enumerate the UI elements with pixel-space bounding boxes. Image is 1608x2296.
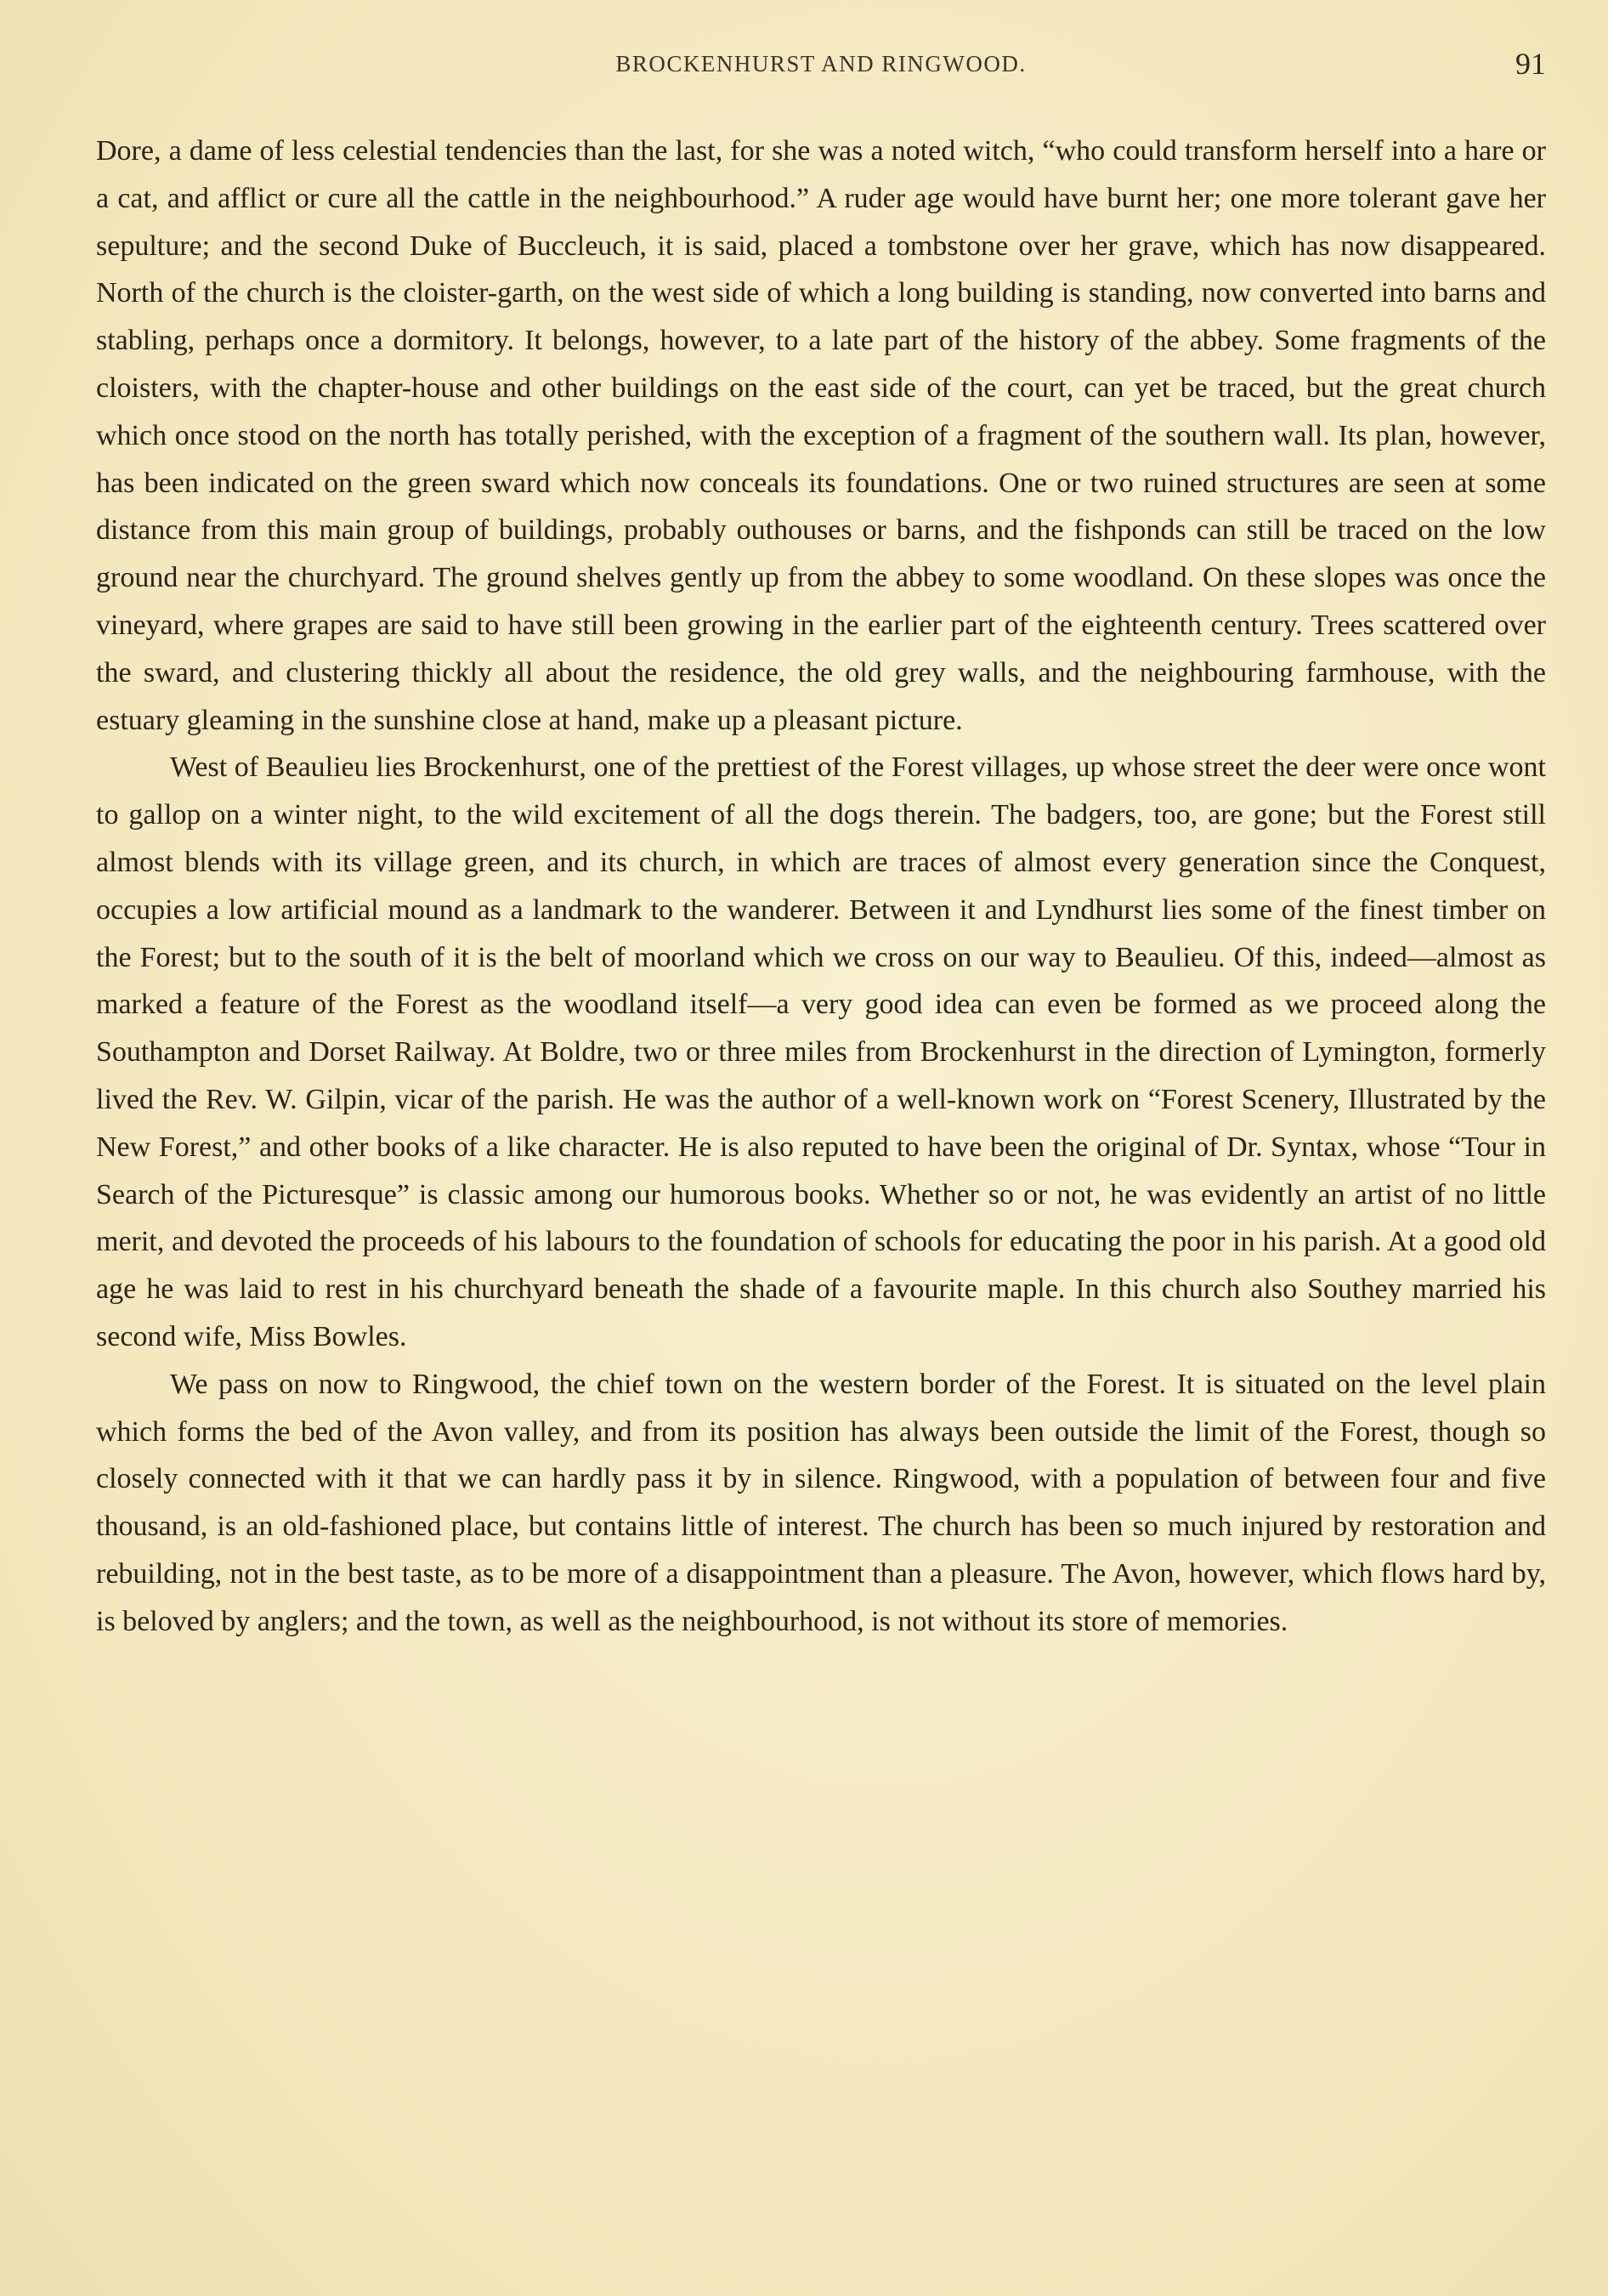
paragraph-3: We pass on now to Ringwood, the chief town on the western border of the Forest. It is situated on the level plain which forms the bed of the Avon valley, and from its position has always been outside the limit of the Forest, though so closely connected with it that we can hardly pass it by in silence. Ringwood, with a population of between four and five thousand, is an old-fashioned place, but contains little of interest. The church has been so much injured by restoration and rebuilding, not in the best taste, as to be more of a disappointment than a pleasure. The Avon, however, which flows hard by, is beloved by anglers; and the town, as well as the neighbourhood, is not without its store of memories.: [96, 1368, 1546, 1637]
running-head: [96, 47, 1546, 85]
running-title: BROCKENHURST AND RINGWOOD.: [615, 51, 1027, 77]
paragraph-1: Dore, a dame of less celestial tendencies than the last, for she was a noted witch, “who could transform herself into a hare or a cat, and afflict or cure all the cattle in the neighbourhood.” A ruder age would have burnt her; one more tolerant gave her sepulture; and the second Duke of Buccleuch, it is said, placed a tombstone over her grave, which has now disappeared. North of the church is the cloister-garth, on the west side of which a long building is standing, now converted into barns and stabling, perhaps once a dormitory. It belongs, however, to a late part of the history of the abbey. Some fragments of the cloisters, with the chapter-house and other buildings on the east side of the court, can yet be traced, but the great church which once stood on the north has totally perished, with the exception of a fragment of the southern wall. Its plan, however, has been indicated on the green sward which now conceals its foundations. One or two ruined structures are seen at some distance from this main group of buildings, probably outhouses or barns, and the fishponds can still be traced on the low ground near the churchyard. The ground shelves gently up from the abbey to some woodland. On these slopes was once the vineyard, where grapes are said to have still been growing in the earlier part of the eighteenth century. Trees scattered over the sward, and clustering thickly all about the residence, the old grey walls, and the neighbouring farmhouse, with the estuary gleaming in the sunshine close at hand, make up a pleasant picture.: [96, 135, 1546, 736]
paragraph-2: West of Beaulieu lies Brockenhurst, one of the prettiest of the Forest villages, up whose street the deer were once wont to gallop on a winter night, to the wild excitement of all the dogs therein. The badgers, too, are gone; but the Forest still almost blends with its village green, and its church, in which are traces of almost every generation since the Conquest, occupies a low artificial mound as a landmark to the wanderer. Between it and Lyndhurst lies some of the finest timber on the Forest; but to the south of it is the belt of moorland which we cross on our way to Beaulieu. Of this, indeed—almost as marked a feature of the Forest as the woodland itself—a very good idea can even be formed as we proceed along the Southampton and Dorset Railway. At Boldre, two or three miles from Brockenhurst in the direction of Lymington, formerly lived the Rev. W. Gilpin, vicar of the parish. He was the author of a well-known work on “Forest Scenery, Illustrated by the New Forest,” and other books of a like character. He is also reputed to have been the original of Dr. Syntax, whose “Tour in Search of the Picturesque” is classic among our humorous books. Whether so or not, he was evidently an artist of no little merit, and devoted the proceeds of his labours to the foundation of schools for educating the poor in his parish. At a good old age he was laid to rest in his churchyard beneath the shade of a favourite maple. In this church also Southey married his second wife, Miss Bowles.: [96, 751, 1546, 1352]
body-text: [96, 128, 1546, 1646]
page-number: 91: [1515, 47, 1546, 81]
book-page: [96, 0, 1546, 2296]
